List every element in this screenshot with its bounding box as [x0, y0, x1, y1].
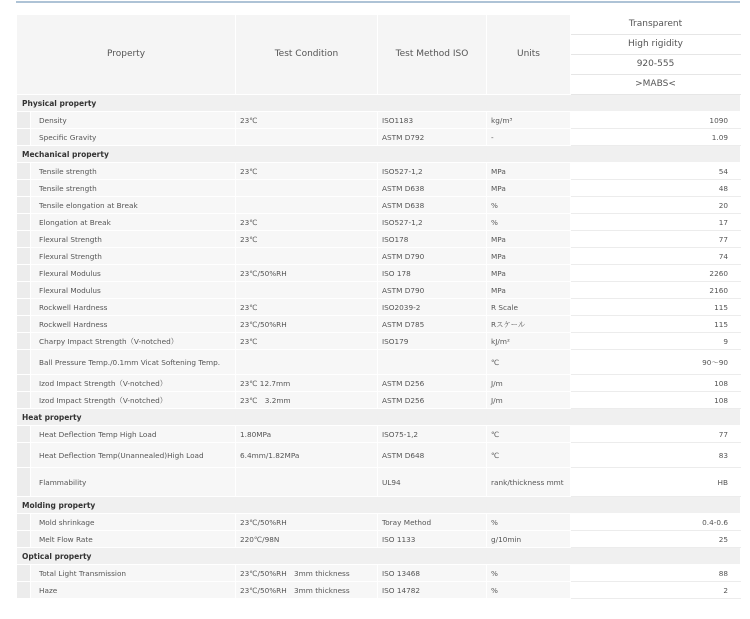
row-indent	[17, 392, 31, 409]
grade-material: >MABS<	[571, 75, 741, 95]
unit-cell: g/10min	[487, 531, 571, 548]
method-cell: ASTM D256	[378, 375, 487, 392]
value-cell: 2	[571, 582, 741, 599]
property-cell: Flammability	[31, 468, 236, 497]
property-cell: Flexural Modulus	[31, 265, 236, 282]
table-row	[17, 231, 741, 248]
value-cell: 88	[571, 565, 741, 582]
value-cell: 9	[571, 333, 741, 350]
method-cell: ASTM D648	[378, 443, 487, 468]
method-cell: ISO178	[378, 231, 487, 248]
row-indent	[17, 582, 31, 599]
condition-cell	[236, 129, 378, 146]
top-rule	[16, 1, 740, 3]
method-cell: ISO1183	[378, 112, 487, 129]
table-row	[17, 248, 741, 265]
row-indent	[17, 231, 31, 248]
value-cell: 115	[571, 316, 741, 333]
table-row	[17, 112, 741, 129]
property-cell: Tensile strength	[31, 163, 236, 180]
condition-cell: 23℃/50%RH	[236, 514, 378, 531]
property-cell: Ball Pressure Temp./0.1mm Vicat Softening Temp.	[31, 350, 236, 375]
value-cell: 20	[571, 197, 741, 214]
row-indent	[17, 375, 31, 392]
method-cell: ISO 13468	[378, 565, 487, 582]
value-cell: 25	[571, 531, 741, 548]
grade-transparent: Transparent	[571, 15, 741, 35]
condition-cell: 23℃	[236, 112, 378, 129]
table-row	[17, 514, 741, 531]
table-row	[17, 197, 741, 214]
value-cell: 83	[571, 443, 741, 468]
row-indent	[17, 129, 31, 146]
condition-cell	[236, 197, 378, 214]
row-indent	[17, 350, 31, 375]
property-cell: Mold shrinkage	[31, 514, 236, 531]
row-indent	[17, 214, 31, 231]
unit-cell: %	[487, 514, 571, 531]
table-row	[17, 531, 741, 548]
row-indent	[17, 282, 31, 299]
condition-cell: 23℃/50%RH	[236, 265, 378, 282]
method-cell: ISO 178	[378, 265, 487, 282]
method-cell: ASTM D785	[378, 316, 487, 333]
row-indent	[17, 565, 31, 582]
table-row	[17, 350, 741, 375]
condition-cell: 23℃	[236, 333, 378, 350]
row-indent	[17, 514, 31, 531]
method-cell: Toray Method	[378, 514, 487, 531]
table-row	[17, 333, 741, 350]
table-row	[17, 299, 741, 316]
condition-cell: 23℃	[236, 231, 378, 248]
value-cell: 0.4-0.6	[571, 514, 741, 531]
condition-cell: 6.4mm/1.82MPa	[236, 443, 378, 468]
table-row	[17, 129, 741, 146]
row-indent	[17, 197, 31, 214]
unit-cell: ℃	[487, 350, 571, 375]
table-row	[17, 282, 741, 299]
table-row	[17, 468, 741, 497]
value-cell: 74	[571, 248, 741, 265]
value-cell: 2260	[571, 265, 741, 282]
property-cell: Total Light Transmission	[31, 565, 236, 582]
property-cell: Elongation at Break	[31, 214, 236, 231]
section-title: Physical property	[17, 95, 741, 112]
row-indent	[17, 299, 31, 316]
row-indent	[17, 163, 31, 180]
property-cell: Haze	[31, 582, 236, 599]
unit-cell: kg/m³	[487, 112, 571, 129]
header-row	[17, 15, 741, 35]
condition-cell	[236, 248, 378, 265]
unit-cell: -	[487, 129, 571, 146]
section-header	[17, 95, 741, 112]
property-table	[16, 14, 741, 599]
value-cell: 2160	[571, 282, 741, 299]
value-cell: 108	[571, 375, 741, 392]
condition-cell: 23℃ 12.7mm	[236, 375, 378, 392]
value-cell: HB	[571, 468, 741, 497]
unit-cell: %	[487, 214, 571, 231]
table-row	[17, 426, 741, 443]
unit-cell: R Scale	[487, 299, 571, 316]
property-cell: Heat Deflection Temp(Unannealed)High Load	[31, 443, 236, 468]
grade-code: 920-555	[571, 55, 741, 75]
property-cell: Melt Flow Rate	[31, 531, 236, 548]
table-row	[17, 443, 741, 468]
unit-cell: ℃	[487, 426, 571, 443]
unit-cell: Rスケール	[487, 316, 571, 333]
property-cell: Density	[31, 112, 236, 129]
method-cell: ISO2039-2	[378, 299, 487, 316]
condition-cell: 23℃/50%RH	[236, 316, 378, 333]
property-cell: Heat Deflection Temp High Load	[31, 426, 236, 443]
method-cell: ISO75-1,2	[378, 426, 487, 443]
unit-cell: %	[487, 582, 571, 599]
section-title: Heat property	[17, 409, 741, 426]
unit-cell: ℃	[487, 443, 571, 468]
unit-cell: J/m	[487, 392, 571, 409]
value-cell: 77	[571, 426, 741, 443]
property-cell: Tensile strength	[31, 180, 236, 197]
method-cell	[378, 350, 487, 375]
section-title: Optical property	[17, 548, 741, 565]
unit-cell: rank/thickness mmt	[487, 468, 571, 497]
property-cell: Izod Impact Strength（V-notched）	[31, 392, 236, 409]
table-row	[17, 265, 741, 282]
method-cell: ASTM D256	[378, 392, 487, 409]
table-row	[17, 180, 741, 197]
property-cell: Rockwell Hardness	[31, 316, 236, 333]
method-cell: ASTM D792	[378, 129, 487, 146]
condition-cell: 23℃/50%RH 3mm thickness	[236, 582, 378, 599]
row-indent	[17, 265, 31, 282]
header-property: Property	[17, 15, 236, 95]
value-cell: 17	[571, 214, 741, 231]
method-cell: ISO527-1,2	[378, 163, 487, 180]
header-test-method: Test Method ISO	[378, 15, 487, 95]
method-cell: ASTM D638	[378, 180, 487, 197]
table-row	[17, 392, 741, 409]
property-cell: Specific Gravity	[31, 129, 236, 146]
property-cell: Flexural Modulus	[31, 282, 236, 299]
unit-cell: %	[487, 197, 571, 214]
value-cell: 108	[571, 392, 741, 409]
property-cell: Flexural Strength	[31, 248, 236, 265]
unit-cell: MPa	[487, 248, 571, 265]
section-header	[17, 548, 741, 565]
table-row	[17, 163, 741, 180]
table-row	[17, 214, 741, 231]
method-cell: ASTM D790	[378, 248, 487, 265]
row-indent	[17, 112, 31, 129]
value-cell: 90～90	[571, 350, 741, 375]
method-cell: ASTM D638	[378, 197, 487, 214]
method-cell: UL94	[378, 468, 487, 497]
condition-cell	[236, 468, 378, 497]
section-header	[17, 497, 741, 514]
condition-cell: 23℃	[236, 163, 378, 180]
property-cell: Rockwell Hardness	[31, 299, 236, 316]
section-header	[17, 409, 741, 426]
property-cell: Charpy Impact Strength（V-notched）	[31, 333, 236, 350]
unit-cell: J/m	[487, 375, 571, 392]
unit-cell: MPa	[487, 282, 571, 299]
property-cell: Flexural Strength	[31, 231, 236, 248]
value-cell: 48	[571, 180, 741, 197]
row-indent	[17, 180, 31, 197]
row-indent	[17, 531, 31, 548]
condition-cell: 23℃	[236, 299, 378, 316]
condition-cell: 1.80MPa	[236, 426, 378, 443]
table-row	[17, 375, 741, 392]
unit-cell: MPa	[487, 180, 571, 197]
value-cell: 77	[571, 231, 741, 248]
table-row	[17, 565, 741, 582]
header-test-condition: Test Condition	[236, 15, 378, 95]
header-units: Units	[487, 15, 571, 95]
table-row	[17, 316, 741, 333]
method-cell: ISO 1133	[378, 531, 487, 548]
value-cell: 1090	[571, 112, 741, 129]
unit-cell: MPa	[487, 163, 571, 180]
condition-cell	[236, 350, 378, 375]
method-cell: ISO179	[378, 333, 487, 350]
property-table-body	[17, 15, 741, 599]
table-row	[17, 582, 741, 599]
value-cell: 54	[571, 163, 741, 180]
condition-cell: 23℃/50%RH 3mm thickness	[236, 565, 378, 582]
unit-cell: MPa	[487, 265, 571, 282]
section-title: Molding property	[17, 497, 741, 514]
condition-cell: 23℃ 3.2mm	[236, 392, 378, 409]
unit-cell: MPa	[487, 231, 571, 248]
method-cell: ISO527-1,2	[378, 214, 487, 231]
condition-cell: 23℃	[236, 214, 378, 231]
value-cell: 1.09	[571, 129, 741, 146]
property-cell: Izod Impact Strength（V-notched）	[31, 375, 236, 392]
method-cell: ASTM D790	[378, 282, 487, 299]
section-title: Mechanical property	[17, 146, 741, 163]
row-indent	[17, 443, 31, 468]
row-indent	[17, 468, 31, 497]
condition-cell	[236, 282, 378, 299]
property-cell: Tensile elongation at Break	[31, 197, 236, 214]
row-indent	[17, 426, 31, 443]
grade-high-rigidity: High rigidity	[571, 35, 741, 55]
condition-cell	[236, 180, 378, 197]
unit-cell: %	[487, 565, 571, 582]
method-cell: ISO 14782	[378, 582, 487, 599]
row-indent	[17, 248, 31, 265]
section-header	[17, 146, 741, 163]
row-indent	[17, 333, 31, 350]
value-cell: 115	[571, 299, 741, 316]
unit-cell: kJ/m²	[487, 333, 571, 350]
row-indent	[17, 316, 31, 333]
condition-cell: 220℃/98N	[236, 531, 378, 548]
